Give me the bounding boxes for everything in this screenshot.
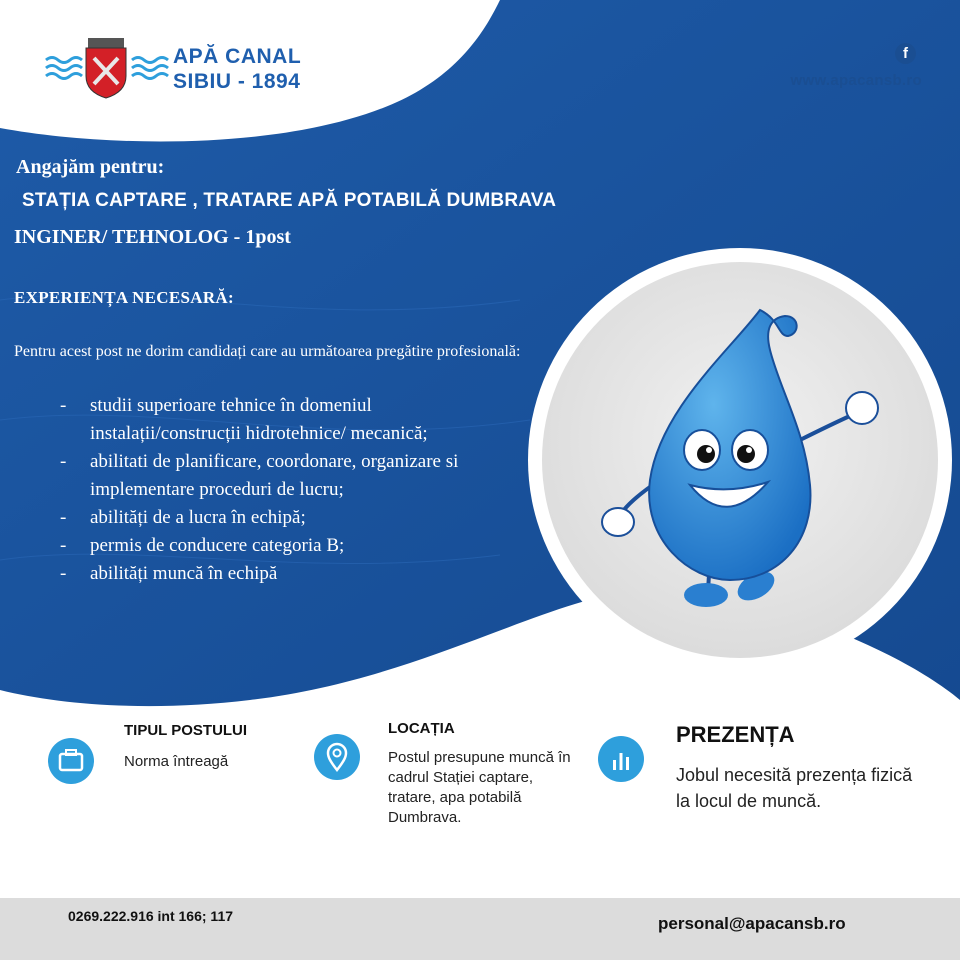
- brand-name: [173, 44, 301, 94]
- requirement-item: - abilitati de planificare, coordonare, organizare si implementare proceduri de lucru;: [60, 448, 500, 504]
- email-link[interactable]: personal@apacansb.ro: [658, 914, 846, 933]
- location-text: Postul presupune muncă în cadrul Stației captare, tratare, apa potabilă Dumbrava.: [388, 749, 571, 826]
- requirement-item: - permis de conducere categoria B;: [60, 532, 500, 560]
- requirement-item: - studii superioare tehnice în domeniul instalații/construcții hidrotehnice/ mecanică;: [60, 392, 500, 448]
- phone-number: 0269.222.916 int 166; 117: [68, 908, 234, 924]
- experience-heading: EXPERIENȚA NECESARĂ:: [14, 288, 234, 307]
- hiring-label: Angajăm pentru:: [16, 156, 165, 178]
- brand-name-line1: APĂ CANAL: [173, 45, 302, 68]
- facebook-icon[interactable]: f: [895, 43, 916, 64]
- job-type-title: TIPUL POSTULUI: [124, 722, 248, 739]
- bar-chart-icon: [598, 736, 644, 782]
- presence-title: PREZENȚA: [676, 722, 795, 747]
- intro-text: Pentru acest post ne dorim candidați care au următoarea pregătire profesională:: [14, 343, 521, 360]
- website-link[interactable]: www.apacansb.ro: [790, 72, 922, 89]
- briefcase-icon: [48, 738, 94, 784]
- position-title: INGINER/ TEHNOLOG - 1post: [14, 226, 291, 248]
- station-name: STAȚIA CAPTARE , TRATARE APĂ POTABILĂ DUMBRAVA: [22, 190, 557, 211]
- requirement-item: - abilități de a lucra în echipă;: [60, 504, 500, 532]
- location-title: LOCAȚIA: [388, 720, 455, 737]
- map-pin-icon: [314, 734, 360, 780]
- requirements-list: [60, 392, 500, 588]
- job-type-text: Norma întreagă: [124, 753, 229, 770]
- presence-text: Jobul necesită prezența fizică la locul de muncă.: [676, 765, 913, 811]
- brand-name-line2: SIBIU - 1894: [173, 70, 301, 93]
- water-drop-mascot: [590, 290, 900, 620]
- requirement-item: - abilități muncă în echipă: [60, 560, 500, 588]
- company-logo: [44, 38, 172, 100]
